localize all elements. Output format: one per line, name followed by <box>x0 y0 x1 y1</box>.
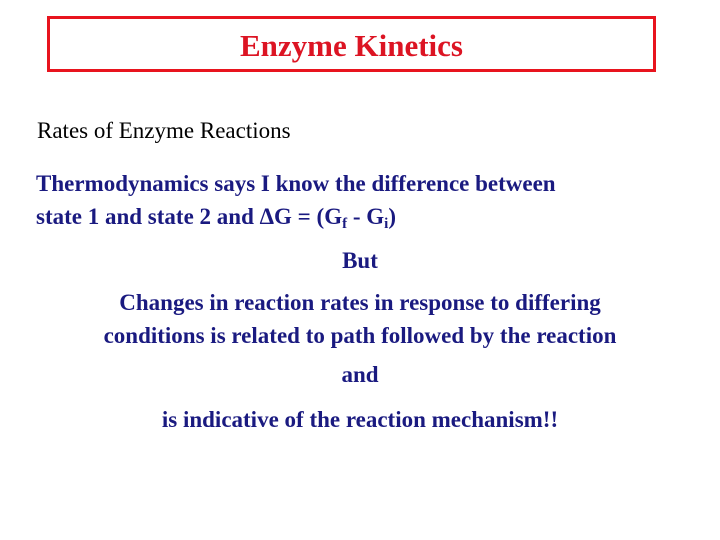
thermo-line-2 <box>36 200 696 233</box>
and-text: and <box>341 362 379 387</box>
but-text: But <box>342 248 378 273</box>
minus-g: - G <box>347 204 385 229</box>
thermodynamics-paragraph <box>36 167 696 233</box>
title-box <box>47 16 656 72</box>
changes-paragraph <box>0 286 720 352</box>
slide-subtitle: Rates of Enzyme Reactions <box>37 118 291 143</box>
delta-symbol: Δ <box>259 204 275 229</box>
subscript-i: i <box>384 216 389 232</box>
gibbs-equation: G = (G <box>274 204 343 229</box>
close-paren: ) <box>388 204 396 229</box>
thermo-line-1: Thermodynamics says I know the difference between <box>36 171 556 196</box>
changes-line-2: conditions is related to path followed by the reaction <box>103 323 617 348</box>
indicative-text: is indicative of the reaction mechanism!! <box>161 407 559 432</box>
changes-line-1: Changes in reaction rates in response to differing <box>119 290 601 315</box>
slide-title: Enzyme Kinetics <box>240 27 463 63</box>
thermo-line-2-prefix: state 1 and state 2 and <box>36 204 260 229</box>
subscript-f: f <box>342 216 348 232</box>
